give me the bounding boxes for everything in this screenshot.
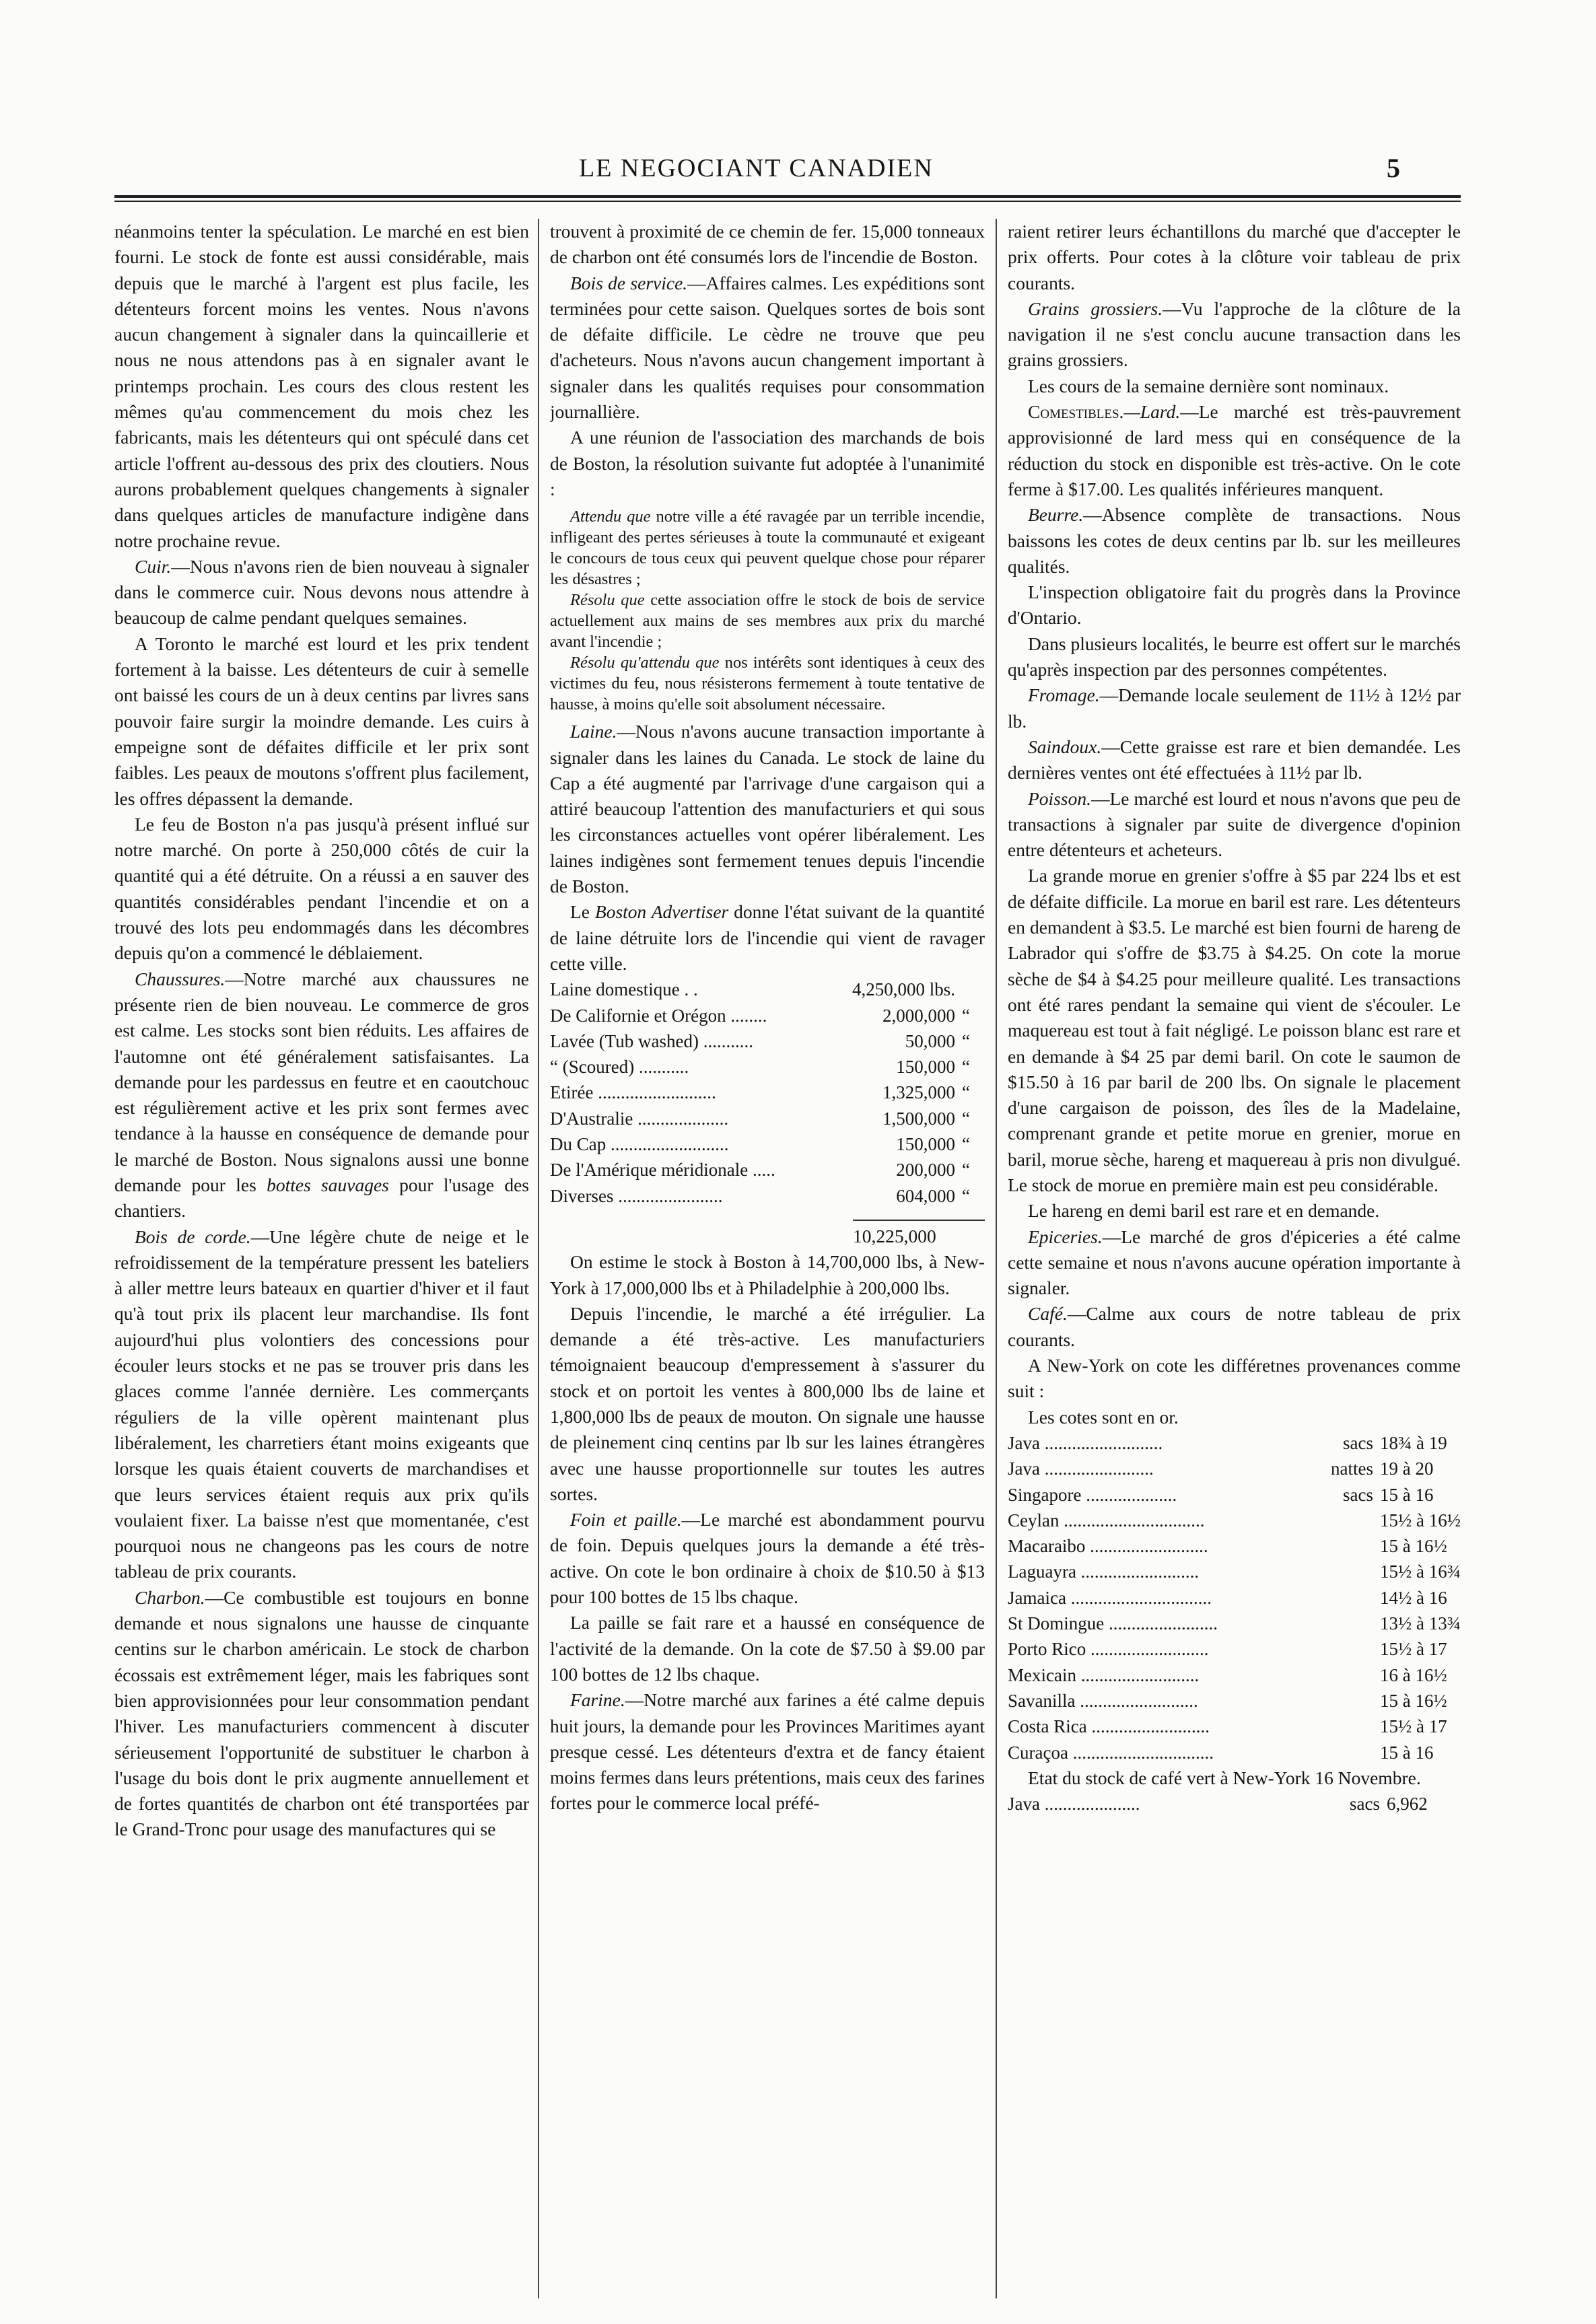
- paragraph: Le hareng en demi baril est rare et en demande.: [1028, 1200, 1380, 1222]
- column-2: [550, 219, 985, 2292]
- paragraph-text: —Ce combustible est toujours en bonne demande et nous signalons une hausse de cinquante centins sur le charbon américain. Le stock de charbon écossais est extrêmement léger, mais les fabriques sont bien approvisionnées pour leur consommation pendant l'hiver. Les manufacturiers commencent à discuter sérieusement l'opportunité de substituer le charbon à l'usage du bois dont le prix augmente annuellement et de fortes quantités de charbon ont été transportées par le Grand-Tronc pour usage des manufactures qui se: [114, 1586, 529, 1840]
- section-heading: Chaussures.: [135, 968, 225, 989]
- paragraph-beurre: [1008, 502, 1461, 579]
- resolution-clause: [550, 590, 985, 652]
- resolution-clause: [550, 652, 985, 715]
- coffee-price: 15½ à 17: [1380, 1716, 1447, 1737]
- coffee-origin: Costa Rica ..........................: [1008, 1716, 1210, 1737]
- paragraph: Les cotes sont en or.: [1028, 1406, 1179, 1428]
- table-row: [1008, 1714, 1461, 1739]
- table-row: [550, 1028, 985, 1054]
- paragraph-laine: [550, 719, 985, 899]
- paragraph: néanmoins tenter la spéculation. Le marché en est bien fourni. Le stock de fonte est aussi considérable, mais depuis que le marché à l'argent est plus facile, les détenteurs forcent moins les ventes. Nous n'avons aucun changement à signaler dans la quincaillerie et nous ne nous attendons pas à en signaler avant le printemps prochain. Les cours des clous restent les mêmes qu'au commencement du mois chez les fabricants, mais les détenteurs qui ont spéculé dans cet article l'offrent au-dessous des prix des cloutiers. Nous aurons probablement quelques changements à signaler dans quelques articles de manufacture indigène dans notre prochaine revue.: [114, 221, 529, 551]
- wool-label: Diverses .......................: [550, 1185, 723, 1206]
- table-row: [1008, 1740, 1461, 1765]
- table-row: [1008, 1791, 1461, 1817]
- table-row: [1008, 1482, 1461, 1508]
- clause-text: notre ville a été ravagée par un terrible incendie, infligeant des pertes sérieuses à toute la communauté et exigeant le concours de tous ceux qui peuvent quelque chose pour réparer les désastres ;: [550, 507, 985, 589]
- wool-value: 4,250,000 lbs.: [852, 979, 955, 1000]
- page-number: 5: [1387, 153, 1400, 183]
- emphasis: bottes sauvages: [267, 1174, 389, 1195]
- coffee-price: 19 à 20: [1380, 1458, 1434, 1479]
- section-heading: Laine.: [570, 721, 617, 742]
- paragraph: Dans plusieurs localités, le beurre est offert sur le marchés qu'après inspection par des personnes compétentes.: [1008, 633, 1461, 680]
- paragraph-saindoux: [1008, 734, 1461, 786]
- paragraph-text: —Demande locale seulement de 11½ à 12½ par lb.: [1008, 684, 1461, 732]
- paragraph-text: pour l'usage des chantiers.: [114, 1174, 529, 1222]
- stock-origin: Java .....................: [1008, 1794, 1140, 1815]
- section-heading: Comestibles.: [1028, 401, 1124, 423]
- coffee-price: 15 à 16: [1380, 1742, 1434, 1763]
- paragraph-foin: [550, 1507, 985, 1610]
- table-row: [1008, 1456, 1461, 1481]
- paragraph-grains: [1008, 296, 1461, 374]
- stock-unit: sacs: [1350, 1794, 1380, 1815]
- table-row: [550, 1054, 985, 1080]
- section-heading: Poisson.: [1028, 787, 1091, 809]
- table-row: [550, 1003, 985, 1028]
- coffee-origin: Laguayra ..........................: [1008, 1561, 1200, 1582]
- clause-heading: Résolu que: [570, 591, 645, 610]
- coffee-price: 16 à 16½: [1380, 1664, 1447, 1685]
- section-heading: Beurre.: [1028, 504, 1084, 526]
- coffee-unit: [1309, 1508, 1380, 1533]
- coffee-unit: [1309, 1714, 1380, 1739]
- paragraph: Les cours de la semaine dernière sont nominaux.: [1028, 375, 1389, 396]
- table-row: [1008, 1559, 1461, 1584]
- paragraph-text: —Le marché est très-pauvrement approvisionné de lard mess qui en conséquence de la réduction du stock en disponible est très-active. On le cote ferme à $17.00. Les qualités inférieures manquent.: [1008, 401, 1461, 499]
- coffee-origin: Singapore ....................: [1008, 1484, 1177, 1505]
- coffee-unit: [1309, 1740, 1380, 1765]
- paragraph-fromage: [1008, 682, 1461, 734]
- wool-label: Etirée ..........................: [550, 1082, 716, 1103]
- table-row: [550, 977, 985, 1002]
- clause-text: nos intérêts sont identiques à ceux des victimes du feu, nous résisterons fermement à toute tentative de hausse, à moins qu'elle soit absolument nécessaire.: [550, 654, 985, 714]
- paragraph-poisson: [1008, 786, 1461, 864]
- clause-heading: Résolu qu'attendu que: [570, 654, 720, 672]
- coffee-price: 15½ à 16¾: [1380, 1561, 1461, 1582]
- total-rule: [853, 1220, 985, 1221]
- paragraph-text: —Notre marché aux farines a été calme depuis huit jours, la demande pour les Provinces Maritimes ayant presque cessé. Les détenteurs d'extra et de fancy étaient moins fermes dans leurs prétentions, mais ceux des farines fortes pour le commerce local préfé-: [550, 1689, 985, 1814]
- coffee-stock-table: [1008, 1791, 1461, 1817]
- table-row: [1008, 1585, 1461, 1611]
- section-heading: Café.: [1028, 1303, 1068, 1325]
- table-row: [1008, 1430, 1461, 1456]
- paragraph-cafe: [1008, 1301, 1461, 1353]
- coffee-origin: Mexicain ..........................: [1008, 1664, 1200, 1685]
- paragraph-text: —Cette graisse est rare et bien demandée. Les dernières ventes ont été effectuées à 11½ par lb.: [1008, 736, 1461, 783]
- section-heading: Foin et paille.: [570, 1509, 682, 1530]
- section-heading: Charbon.: [135, 1586, 205, 1608]
- coffee-price: 18¾ à 19: [1380, 1432, 1447, 1453]
- table-row: [1008, 1688, 1461, 1714]
- coffee-unit: [1309, 1585, 1380, 1611]
- paragraph: A New-York on cote les différetnes provenances comme suit :: [1008, 1355, 1461, 1402]
- coffee-price: 14½ à 16: [1380, 1587, 1447, 1608]
- paragraph: On estime le stock à Boston à 14,700,000 lbs, à New-York à 17,000,000 lbs et à Philadelphie à 200,000 lbs.: [550, 1251, 985, 1298]
- section-heading: Grains grossiers.: [1028, 297, 1163, 319]
- paragraph-text: —Le marché de gros d'épiceries a été calme cette semaine et nous n'avons aucune opération importante à signaler.: [1008, 1226, 1461, 1299]
- wool-unit: “: [962, 1160, 970, 1181]
- coffee-unit: [1309, 1559, 1380, 1584]
- table-row: [1008, 1611, 1461, 1636]
- wool-total: 10,225,000: [853, 1225, 936, 1246]
- wool-label: Laine domestique . .: [550, 979, 698, 1000]
- paragraph-text: donne l'état suivant de la quantité de laine détruite lors de l'incendie qui vient de ravager cette ville.: [550, 901, 985, 974]
- wool-value: 200,000: [896, 1160, 955, 1181]
- wool-unit: [962, 977, 985, 1002]
- paragraph-text: —Le marché est lourd et nous n'avons que peu de transactions à signaler par suite de divergence d'opinion entre détenteurs et acheteurs.: [1008, 787, 1461, 861]
- table-row: [1008, 1636, 1461, 1662]
- section-heading: Saindoux.: [1028, 736, 1102, 757]
- table-row: [550, 1080, 985, 1105]
- clause-text: cette association offre le stock de bois de service actuellement aux mains de ses membres aux prix du marché avant l'incendie ;: [550, 591, 985, 652]
- coffee-unit: [1309, 1533, 1380, 1559]
- coffee-origin: Macaraibo ..........................: [1008, 1536, 1208, 1557]
- coffee-origin: Java ........................: [1008, 1458, 1154, 1479]
- paragraph: Etat du stock de café vert à New-York 16 Novembre.: [1028, 1767, 1421, 1788]
- paragraph-text: —Affaires calmes. Les expéditions sont terminées pour cette saison. Quelques sortes de bois sont de défaite difficile. Le cèdre ne trouve que peu d'acheteurs. Nous n'avons aucun changement important à signaler dans les qualités requises pour consommation journallière.: [550, 272, 985, 423]
- wool-unit: “: [962, 1108, 970, 1129]
- table-row: [550, 1106, 985, 1131]
- paragraph-text: —Calme aux cours de notre tableau de prix courants.: [1008, 1303, 1461, 1350]
- paragraph: La grande morue en grenier s'offre à $5 par 224 lbs et est de défaite difficile. La morue en baril est rare. Les détenteurs en demandent à $3.5. Le marché est bien fourni de hareng de Labrador qui s'offre de $3.75 à $4.25. On cote la morue sèche de $4 à $4.25 pour meilleure qualité. Les transactions ont été rares pendant la semaine qui vient de s'écouler. Le maquereau est tout à fait négligé. Le poisson blanc est rare et en demande à $4 25 par demi baril. On cote le saumon de $15.50 à 16 par baril de 200 lbs. On signale le placement d'une cargaison de poisson, des îles de la Madelaine, comprenant grande et petite morue en grenier, morue en baril, morue sèche, hareng et maquereau à pris non divulgué. Le stock de morue en première main est peu considérable.: [1008, 865, 1461, 1195]
- paragraph-boston-advertiser: [550, 899, 985, 977]
- paragraph: A une réunion de l'association des marchands de bois de Boston, la résolution suivante fut adoptée à l'unanimité :: [550, 427, 985, 499]
- paragraph-chaussures: [114, 966, 529, 1224]
- section-heading: Cuir.: [135, 555, 172, 577]
- coffee-unit: sacs: [1343, 1484, 1374, 1505]
- paragraph-bois-de-corde: [114, 1224, 529, 1585]
- paragraph-epiceries: [1008, 1224, 1461, 1302]
- coffee-unit: [1309, 1662, 1380, 1688]
- wool-value: 1,500,000: [882, 1108, 955, 1129]
- coffee-unit: [1309, 1636, 1380, 1662]
- paragraph: L'inspection obligatoire fait du progrès dans la Province d'Ontario.: [1008, 582, 1461, 629]
- coffee-unit: [1309, 1611, 1380, 1636]
- column-3: [1008, 219, 1461, 2292]
- coffee-price: 15 à 16½: [1380, 1536, 1447, 1557]
- table-row: [550, 1157, 985, 1183]
- paragraph: trouvent à proximité de ce chemin de fer. 15,000 tonneaux de charbon ont été consumés lors de l'incendie de Boston.: [550, 221, 985, 268]
- newspaper-title: LE NEGOCIANT CANADIEN: [579, 154, 934, 182]
- paragraph-charbon: [114, 1585, 529, 1843]
- wool-unit: “: [962, 1134, 970, 1155]
- section-heading: Bois de corde.: [135, 1226, 251, 1247]
- paragraph-text: —Vu l'approche de la clôture de la navigation il ne s'est conclu aucune transaction dans les grains grossiers.: [1008, 297, 1461, 371]
- coffee-price: 15 à 16: [1380, 1484, 1434, 1505]
- wool-label: Du Cap ..........................: [550, 1134, 729, 1155]
- newspaper-name: Boston Advertiser: [594, 901, 729, 923]
- section-heading: Fromage.: [1028, 684, 1100, 706]
- paragraph: Depuis l'incendie, le marché a été irrégulier. La demande a été très-active. Les manufacturiers témoignaient beaucoup d'empressement à s'assurer du stock et on portoit les ventes à 800,000 lbs de laine et 1,800,000 lbs de peaux de mouton. On signale une hausse de pleinement cinq centins par lb sur les laines étrangères avec une hausse proportionnelle sur toutes les autres sortes.: [550, 1302, 985, 1504]
- coffee-unit: [1309, 1688, 1380, 1714]
- wool-value: 604,000: [896, 1185, 955, 1206]
- paragraph-text: —Une légère chute de neige et le refroidissement de la température pressent les bateliers à aller mettre leurs bateaux en quartier d'hiver et il faut qu'à tout prix ils placent leur marchandise. Ils font aujourd'hui plus volontiers des concessions pour écouler leurs stocks et ne pas se trouver pris dans les glaces comme l'année dernière. Les commerçants réguliers de la ville opèrent maintenant plus libéralement, les charretiers étant moins exigeants que lorsque les quais étaient couverts de marchandises et que leurs services étaient requis aux prix qu'ils voulaient fixer. La baisse n'est que momentanée, c'est pourquoi nous ne changeons pas les cours de notre tableau de prix courants.: [114, 1226, 529, 1582]
- coffee-unit: nattes: [1331, 1458, 1374, 1479]
- wool-label: De Californie et Orégon ........: [550, 1005, 767, 1026]
- header-rule-thin: [114, 201, 1461, 202]
- clause-heading: Attendu que: [570, 507, 651, 526]
- wool-unit: “: [962, 1005, 970, 1026]
- paragraph-text: —Nous n'avons rien de bien nouveau à signaler dans le commerce cuir. Nous devons nous attendre à beaucoup de calme pendant quelques semaines.: [114, 555, 529, 629]
- wool-destroyed-table: [550, 977, 985, 1209]
- section-heading: Epiceries.: [1028, 1226, 1103, 1247]
- wool-label: “ (Scoured) ...........: [550, 1057, 689, 1078]
- wool-unit: “: [962, 1057, 970, 1078]
- paragraph-text: —Absence complète de transactions. Nous baissons les cotes de deux centins par lb. sur les meilleures qualités.: [1008, 504, 1461, 577]
- wool-label: D'Australie ....................: [550, 1108, 729, 1129]
- table-row: [550, 1183, 985, 1209]
- paragraph-text: —Le marché est abondamment pourvu de foin. Depuis quelques jours la demande a été très-active. On cote le bon ordinaire à choix de $10.50 à $13 pour 100 bottes de 15 lbs chaque.: [550, 1509, 985, 1608]
- coffee-prices-table: [1008, 1430, 1461, 1765]
- wool-label: Lavée (Tub washed) ...........: [550, 1030, 753, 1051]
- coffee-origin: Curaçoa ...............................: [1008, 1742, 1214, 1763]
- table-row: [1008, 1533, 1461, 1559]
- column-divider: [996, 219, 997, 2298]
- wool-unit: “: [962, 1082, 970, 1103]
- coffee-origin: Jamaica ...............................: [1008, 1587, 1212, 1608]
- coffee-origin: Porto Rico ..........................: [1008, 1639, 1209, 1660]
- wool-value: 2,000,000: [882, 1005, 955, 1026]
- coffee-price: 13½ à 13¾: [1380, 1613, 1461, 1634]
- paragraph-text: Le: [570, 901, 595, 923]
- header-rule-thick: [114, 195, 1461, 198]
- paragraph-cuir: [114, 554, 529, 631]
- column-1: [114, 219, 529, 2292]
- column-divider: [538, 219, 539, 2298]
- paragraph-text: —Nous n'avons aucune transaction importante à signaler dans les laines du Canada. Le stock de laine du Cap a été augmenté par l'arrivage d'une cargaison qui a attiré beaucoup l'attention des manufacturiers et qui sous les circonstances actuelles vont opérer libéralement. Les laines indigènes sont fermement tenues depuis l'incendie de Boston.: [550, 721, 985, 897]
- section-heading: Bois de service.: [570, 272, 688, 293]
- coffee-origin: Ceylan ...............................: [1008, 1510, 1205, 1530]
- wool-value: 150,000: [896, 1134, 955, 1155]
- coffee-origin: Java ..........................: [1008, 1432, 1163, 1453]
- coffee-unit: sacs: [1343, 1432, 1374, 1453]
- wool-value: 1,325,000: [882, 1082, 955, 1103]
- paragraph-text: —Notre marché aux chaussures ne présente rien de bien nouveau. Le commerce de gros est calme. Les stocks sont bien réduits. Les affaires de l'automne ont été généralement satisfaisantes. La demande pour les pardessus en feutre et en caoutchouc est régulièrement active et les prix sont fermes avec tendance à la hausse en conséquence de demande pour le marché de Boston. Nous signalons aussi une bonne demande pour les: [114, 968, 529, 1195]
- paragraph: Le feu de Boston n'a pas jusqu'à présent influé sur notre marché. On porte à 250,000 côtés de cuir la quantité qui a été détruite. On a réussi a en sauver des quantités considérables pendant l'incendie et on a trouvé des lots peu endommagés dans les décombres depuis qu'on a commencé le déblaiement.: [114, 813, 529, 964]
- section-heading: Farine.: [570, 1689, 625, 1711]
- table-row: [1008, 1508, 1461, 1533]
- stock-value: 6,962: [1387, 1794, 1428, 1815]
- paragraph: La paille se fait rare et a haussé en conséquence de l'activité de la demande. On la cote de $7.50 à $9.00 par 100 bottes de 12 lbs chaque.: [550, 1612, 985, 1685]
- coffee-price: 15½ à 16½: [1380, 1510, 1461, 1530]
- paragraph-bois-de-service: [550, 271, 985, 425]
- wool-unit: “: [962, 1030, 970, 1051]
- wool-unit: “: [962, 1185, 970, 1206]
- resolution-quote: [550, 506, 985, 715]
- coffee-price: 15 à 16½: [1380, 1690, 1447, 1711]
- subsection-heading: —Lard.: [1123, 401, 1181, 423]
- resolution-clause: [550, 506, 985, 590]
- wool-value: 150,000: [896, 1057, 955, 1078]
- wool-label: De l'Amérique méridionale .....: [550, 1160, 775, 1181]
- wool-value: 50,000: [905, 1030, 955, 1051]
- table-row: [1008, 1662, 1461, 1688]
- coffee-origin: Savanilla ..........................: [1008, 1690, 1198, 1711]
- paragraph-comestibles: [1008, 399, 1461, 502]
- coffee-price: 15½ à 17: [1380, 1639, 1447, 1660]
- paragraph-farine: [550, 1687, 985, 1816]
- coffee-origin: St Domingue ........................: [1008, 1613, 1218, 1634]
- paragraph: raient retirer leurs échantillons du marché que d'accepter le prix offerts. Pour cotes à la clôture voir tableau de prix courants.: [1008, 221, 1461, 293]
- table-row: [550, 1131, 985, 1157]
- paragraph: A Toronto le marché est lourd et les prix tendent fortement à la baisse. Les détenteurs de cuir à semelle ont baissé les cours de un à deux centins par livres sans pouvoir faire surgir la moindre demande. Les cuirs à empeigne sont de défaites difficile et ler prix sont faibles. Les peaux de moutons s'offrent plus facilement, les offres dépassent la demande.: [114, 633, 529, 809]
